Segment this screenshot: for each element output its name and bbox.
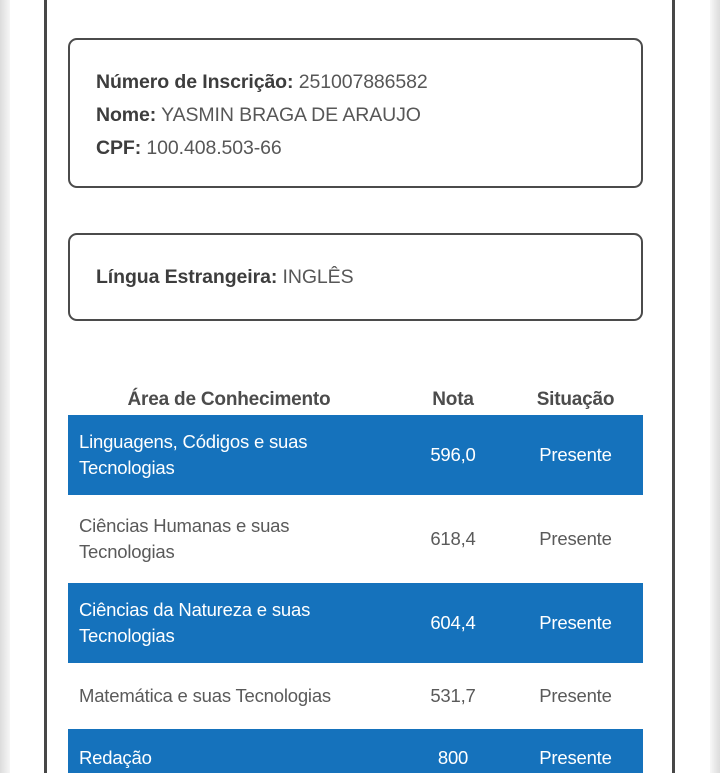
field-numero-inscricao [96,66,641,99]
field-nome-label: Nome: [96,104,157,126]
cell-nota: 531,7 [430,685,476,706]
cell-situacao: Presente [539,685,612,706]
cell-area: Ciências da Natureza e suas Tecnologias [79,599,311,646]
foreign-language-card [68,233,643,321]
page-edge-strip-left [0,0,10,773]
cell-area: Linguagens, Códigos e suas Tecnologias [79,431,308,478]
page-edge-strip-right [710,0,720,773]
cell-situacao: Presente [539,612,612,633]
table-row [68,729,643,773]
field-cpf-value: 100.408.503-66 [146,137,282,159]
field-numero-inscricao-label: Número de Inscrição: [96,71,294,93]
field-lingua-estrangeira-label: Língua Estrangeira: [96,265,278,288]
table-row [68,415,643,495]
field-cpf-label: CPF: [96,137,142,159]
cell-nota: 618,4 [430,528,476,549]
cell-situacao: Presente [539,528,612,549]
table-row [68,499,643,579]
table-body [68,415,643,773]
cell-nota: 604,4 [430,612,476,633]
page-rule-right [672,0,675,773]
column-header-nota: Nota [432,389,474,410]
field-nome [96,99,641,132]
field-nome-value: YASMIN BRAGA DE ARAUJO [161,104,421,126]
cell-area: Ciências Humanas e suas Tecnologias [79,515,290,562]
results-table [68,373,643,773]
column-header-area: Área de Conhecimento [127,389,331,410]
results-content-panel [47,0,672,773]
cell-area: Matemática e suas Tecnologias [79,685,331,706]
field-lingua-estrangeira-value: INGLÊS [282,265,354,288]
field-cpf [96,132,641,165]
cell-situacao: Presente [539,747,612,768]
table-row [68,583,643,663]
cell-nota: 800 [437,747,469,768]
cell-nota: 596,0 [430,444,476,465]
column-header-situacao: Situação [536,389,615,410]
table-row [68,667,643,725]
table-header-row [68,373,643,415]
cell-situacao: Presente [539,444,612,465]
field-numero-inscricao-value: 251007886582 [298,71,428,93]
field-lingua-estrangeira [96,261,353,294]
cell-area: Redação [79,747,152,768]
candidate-identity-card [68,38,643,188]
